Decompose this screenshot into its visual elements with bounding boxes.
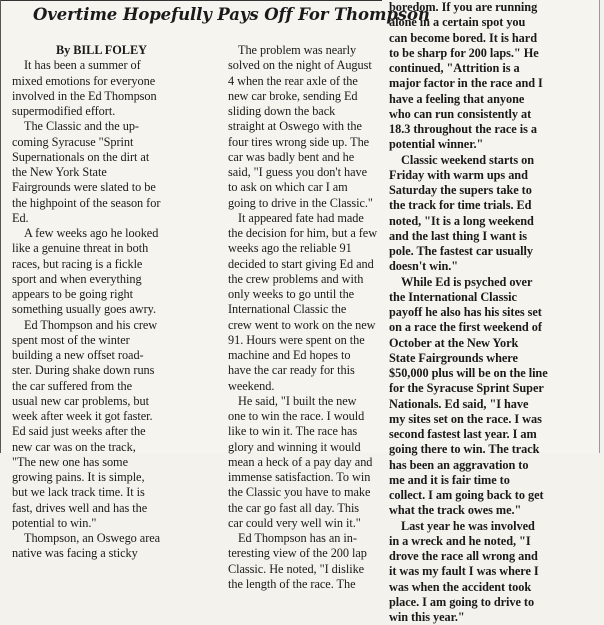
text-line: growing pains. It is simple, xyxy=(12,470,145,484)
text-line: 18.3 throughout the race is a xyxy=(389,122,537,136)
text-line: supermodified effort. xyxy=(12,104,116,118)
text-line: pole. The fastest car usually xyxy=(389,244,533,258)
text-line: usual new car problems, but xyxy=(12,393,149,408)
text-line: Ed. xyxy=(12,210,29,225)
text-line: on a race the first weekend of xyxy=(389,320,542,335)
text-line: for the Syracuse Sprint Super xyxy=(389,381,544,396)
text-line: have the car ready for this xyxy=(228,363,355,378)
text-line: the International Classic xyxy=(389,289,517,304)
text-line: Last year he was involved xyxy=(401,518,535,533)
text-line: noted, "It is a long weekend xyxy=(389,213,534,228)
text-line: fast, drives well and has the xyxy=(12,500,148,515)
text-line: but we lack track time. It is xyxy=(12,485,145,500)
text-line: one to win the race. I would xyxy=(228,409,365,423)
text-line: was when the accident took xyxy=(389,579,532,594)
text-line: He said, "I built the new xyxy=(238,393,357,408)
text-line: ster. During shake down runs xyxy=(12,363,155,378)
text-line: to ask on which car I am xyxy=(228,180,348,195)
text-line: week after week it got faster. xyxy=(12,409,153,423)
article-headline: Overtime Hopefully Pays Off For Thompson xyxy=(33,5,430,24)
text-line: going to drive in the Classic." xyxy=(228,195,373,210)
text-line: only weeks to go until the xyxy=(228,287,355,301)
text-line: like a genuine threat in both xyxy=(12,241,149,256)
text-line: potential to win." xyxy=(12,515,97,530)
text-line: 4 when the rear axle of the xyxy=(228,73,358,88)
text-line: four tires wrong side up. The xyxy=(228,134,370,149)
text-line: sliding down the back xyxy=(228,104,336,118)
text-line: Supernationals on the dirt at xyxy=(12,149,150,164)
text-line: building a new offset road- xyxy=(12,348,144,362)
text-line: have a feeling that anyone xyxy=(389,91,525,106)
text-line: what the track owes me." xyxy=(389,503,522,518)
text-line: Thompson, an Oswego area xyxy=(24,531,161,545)
text-line: Saturday the supers take to xyxy=(389,183,532,197)
text-line: machine and Ed hopes to xyxy=(228,348,351,362)
text-line: sport and when everything xyxy=(12,271,142,286)
article-column-1 xyxy=(12,43,224,562)
text-line: something usually goes awry. xyxy=(12,302,156,317)
text-line: the New York State xyxy=(12,165,107,179)
text-line: crew went to work on the new xyxy=(228,317,376,332)
text-line: glory and winning it would xyxy=(228,439,361,454)
text-line: Friday with warm ups and xyxy=(389,167,528,182)
text-line: "The new one has some xyxy=(12,454,128,469)
text-line: It appeared fate had made xyxy=(238,210,364,225)
text-line: payoff he also has his sites set xyxy=(389,305,542,319)
text-line: the length of the race. The xyxy=(228,576,356,591)
text-line: boredom. If you are running xyxy=(389,0,538,14)
text-line: decided to start giving Ed and xyxy=(228,256,374,271)
article-column-3 xyxy=(389,0,599,625)
text-line: Fairgrounds were slated to be xyxy=(12,180,156,195)
text-line: Ed said just weeks after the xyxy=(12,424,146,439)
text-line: to be sharp for 200 laps." He xyxy=(389,45,539,60)
text-line: can become bored. It is hard xyxy=(389,30,537,45)
headline-rule xyxy=(0,0,382,1)
text-line: major factor in the race and I xyxy=(389,76,543,91)
text-line: Ed Thompson has an in- xyxy=(238,531,357,545)
text-line: It has been a summer of xyxy=(24,58,141,73)
text-line: teresting view of the 200 lap xyxy=(228,546,367,561)
text-line: The Classic and the up- xyxy=(24,119,139,134)
text-line: car was badly bent and he xyxy=(228,149,355,164)
text-line: straight at Oswego with the xyxy=(228,119,362,134)
text-line: new car broke, sending Ed xyxy=(228,88,358,103)
left-border xyxy=(0,0,1,453)
text-line: car could very well win it." xyxy=(228,515,361,530)
text-line: the car go fast all day. This xyxy=(228,500,360,515)
right-border xyxy=(599,0,600,453)
text-line: The problem was nearly xyxy=(238,43,357,57)
text-line: International Classic the xyxy=(228,302,347,317)
text-line: mixed emotions for everyone xyxy=(12,73,156,88)
text-line: the car suffered from the xyxy=(12,378,133,393)
text-line: 91. Hours were spent on the xyxy=(228,332,365,347)
text-line: potential winner." xyxy=(389,137,484,152)
article-column-2 xyxy=(228,43,384,592)
text-line: has been an aggravation to xyxy=(389,457,529,472)
text-line: second fastest last year. I am xyxy=(389,427,537,441)
text-line: State Fairgrounds where xyxy=(389,350,518,365)
text-line: A few weeks ago he looked xyxy=(24,226,159,240)
text-line: the decision for him, but a few xyxy=(228,226,378,240)
text-line: alone in a certain spot you xyxy=(389,15,526,30)
text-line: the Classic you have to make xyxy=(228,485,371,500)
text-line: Classic weekend starts on xyxy=(401,152,534,167)
text-line: weekend. xyxy=(228,378,275,393)
text-line: it was my fault I was where I xyxy=(389,564,539,579)
text-line: involved in the Ed Thompson xyxy=(12,88,157,103)
text-line: drove the race all wrong and xyxy=(389,549,538,563)
text-line: solved on the night of August xyxy=(228,58,372,73)
text-line: my sites set on the race. I was xyxy=(389,411,542,426)
text-line: the crew problems and with xyxy=(228,271,364,286)
text-line: native was facing a sticky xyxy=(12,546,138,561)
text-line: new car was on the track, xyxy=(12,439,136,454)
text-line: said, "I guess you don't have xyxy=(228,165,367,179)
text-line: me and it is fair time to xyxy=(389,472,510,487)
text-line: the highpoint of the season for xyxy=(12,195,161,210)
text-line: weeks ago the reliable 91 xyxy=(228,241,352,256)
text-line: collect. I am going back to get xyxy=(389,488,544,502)
text-line: $50,000 plus will be on the line xyxy=(389,366,548,380)
text-line: appears to be going right xyxy=(12,287,134,301)
text-line: continued, "Attrition is a xyxy=(389,61,520,75)
text-line: Classic. He noted, "I dislike xyxy=(228,561,365,576)
text-line: win this year." xyxy=(389,610,465,624)
byline: By BILL FOLEY xyxy=(56,43,147,57)
text-line: Ed Thompson and his crew xyxy=(24,317,158,332)
text-line: October at the New York xyxy=(389,335,519,350)
text-line: who can run consistently at xyxy=(389,106,532,121)
text-line: the track for time trials. Ed xyxy=(389,198,532,213)
text-line: in a wreck and he noted, "I xyxy=(389,533,531,548)
text-line: going there to win. The track xyxy=(389,442,540,457)
text-line: mean a heck of a pay day and xyxy=(228,454,373,469)
text-line: While Ed is psyched over xyxy=(401,274,533,289)
text-line: spent most of the winter xyxy=(12,332,130,347)
text-line: Nationals. Ed said, "I have xyxy=(389,396,529,411)
text-line: immense satisfaction. To win xyxy=(228,470,371,484)
text-line: coming Syracuse "Sprint xyxy=(12,134,134,149)
text-line: races, but racing is a fickle xyxy=(12,256,143,271)
text-line: like to win it. The race has xyxy=(228,424,358,439)
text-line: place. I am going to drive to xyxy=(389,594,535,609)
text-line: doesn't win." xyxy=(389,259,459,274)
text-line: and the last thing I want is xyxy=(389,228,527,243)
